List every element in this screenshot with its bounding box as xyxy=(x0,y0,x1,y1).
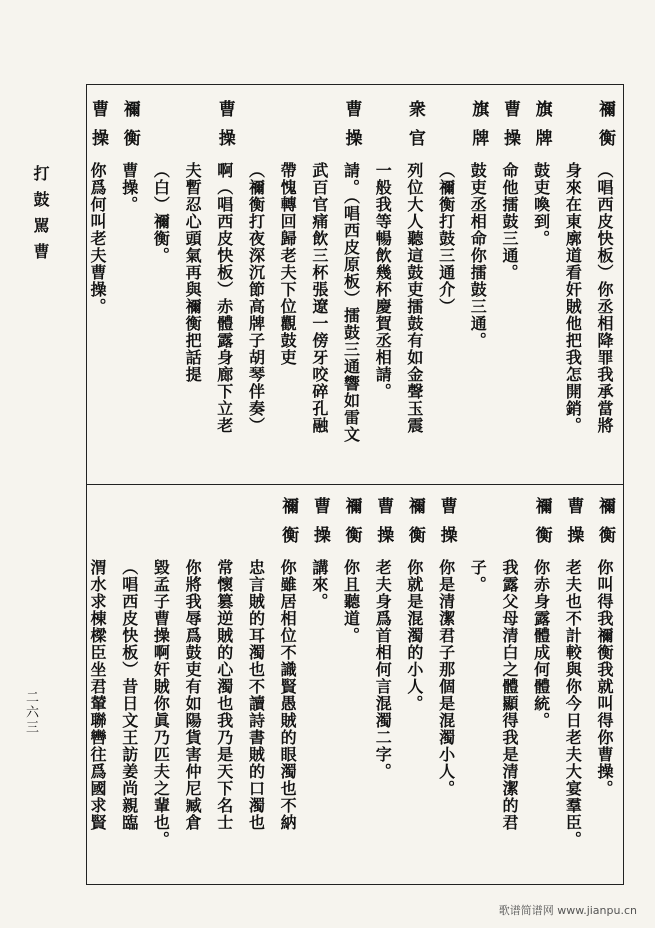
speaker-label: 禰衡 xyxy=(404,497,425,555)
dialogue-line: 一般我等暢飲幾杯慶賀丞相請。 xyxy=(373,162,393,400)
dialogue-line: 渭水求棟樑臣坐君輦聯轡往爲國求賢 xyxy=(88,559,107,831)
speaker-label: 禰衡 xyxy=(119,100,140,158)
dialogue-line: 你且聽道。 xyxy=(341,559,361,644)
speaker-label: 禰衡 xyxy=(595,497,615,555)
speaker-label: 禰衡 xyxy=(531,497,552,555)
dialogue-line: 老夫身爲首相何言混濁二字。 xyxy=(373,559,393,780)
dialogue-line: 曹操。 xyxy=(119,162,139,213)
running-title: 打鼓駡曹 xyxy=(31,165,50,269)
speaker-label: 旗牌 xyxy=(468,100,489,158)
page-number: 二六三 xyxy=(23,690,38,735)
speaker-label: 曹操 xyxy=(214,100,235,158)
dialogue-line: （白）禰衡。 xyxy=(151,162,171,264)
speaker-label: 曹操 xyxy=(436,497,457,555)
dialogue-line: 你爲何叫老夫曹操。 xyxy=(88,162,107,315)
speaker-label: 曹操 xyxy=(499,100,520,158)
dialogue-line: （唱西皮快板）昔日文王訪姜尚親臨 xyxy=(119,559,139,831)
dialogue-line: 你雖居相位不識賢愚賊的眼濁也不納 xyxy=(278,559,298,831)
dialogue-line: 老夫也不計較與你今日老夫大宴羣臣。 xyxy=(563,559,583,848)
dialogue-line: 你將我辱爲鼓吏有如陽貨害仲尼臧倉 xyxy=(183,559,203,831)
dialogue-line: 我露父母清白之體顯得我是清潔的君 xyxy=(499,559,519,831)
speaker-label: 曹操 xyxy=(341,100,362,158)
dialogue-line: （唱西皮快板）你丞相降罪我承當將 xyxy=(595,162,614,434)
speaker-label: 曹操 xyxy=(563,497,584,555)
dialogue-line: 毀孟子曹操啊奸賊你眞乃匹夫之輩也。 xyxy=(151,559,171,848)
dialogue-line: 夫暫忍心頭氣再與禰衡把話提 xyxy=(183,162,203,383)
speaker-label: 衆官 xyxy=(404,100,425,158)
dialogue-line: 常懷篡逆賊的心濁也我乃是天下名士 xyxy=(214,559,234,831)
dialogue-line: 講來。 xyxy=(309,559,329,610)
dialogue-line: 鼓吏丞相命你擂鼓三通。 xyxy=(468,162,488,349)
watermark: 歌谱简谱网 www.jianpu.cn xyxy=(498,904,637,917)
speaker-label: 禰衡 xyxy=(595,100,615,158)
dialogue-line: 鼓吏喚到。 xyxy=(531,162,551,247)
speaker-label: 曹操 xyxy=(373,497,394,555)
dialogue-line: 子。 xyxy=(468,559,488,593)
dialogue-line: 你叫得我禰衡我就叫得你曹操。 xyxy=(595,559,614,797)
dialogue-line: 你就是混濁的小人。 xyxy=(404,559,424,712)
dialogue-line: 身來在東廓道看奸賊他把我怎開銷。 xyxy=(563,162,583,434)
speaker-label: 禰衡 xyxy=(341,497,362,555)
dialogue-line: 忠言賊的耳濁也不讀詩書賊的口濁也 xyxy=(246,559,266,831)
speaker-label: 曹操 xyxy=(88,100,108,158)
speaker-label: 禰衡 xyxy=(278,497,299,555)
dialogue-line: 列位大人聽這鼓吏擂鼓有如金聲玉震 xyxy=(404,162,424,434)
dialogue-line: 你是清潔君子那個是混濁小人。 xyxy=(436,559,456,797)
dialogue-line: 帶愧轉回歸老夫下位觀鼓吏 xyxy=(278,162,298,366)
dialogue-line: 命他擂鼓三通。 xyxy=(499,162,519,281)
dialogue-line: 你赤身露體成何體統。 xyxy=(531,559,551,729)
dialogue-line: 啊（唱西皮快板）赤體露身廊下立老 xyxy=(214,162,234,434)
dialogue-line: 請。（唱西皮原板）擂鼓三通響如雷文 xyxy=(341,162,361,443)
dialogue-line: （禰衡打鼓三通介） xyxy=(436,162,456,315)
page-divider xyxy=(86,484,624,485)
speaker-label: 旗牌 xyxy=(531,100,552,158)
dialogue-line: （禰衡打夜深沉節高牌子胡琴伴奏） xyxy=(246,162,266,434)
speaker-label: 曹操 xyxy=(309,497,330,555)
dialogue-line: 武百官痛飲三杯張遼一傍牙咬碎孔融 xyxy=(309,162,329,434)
